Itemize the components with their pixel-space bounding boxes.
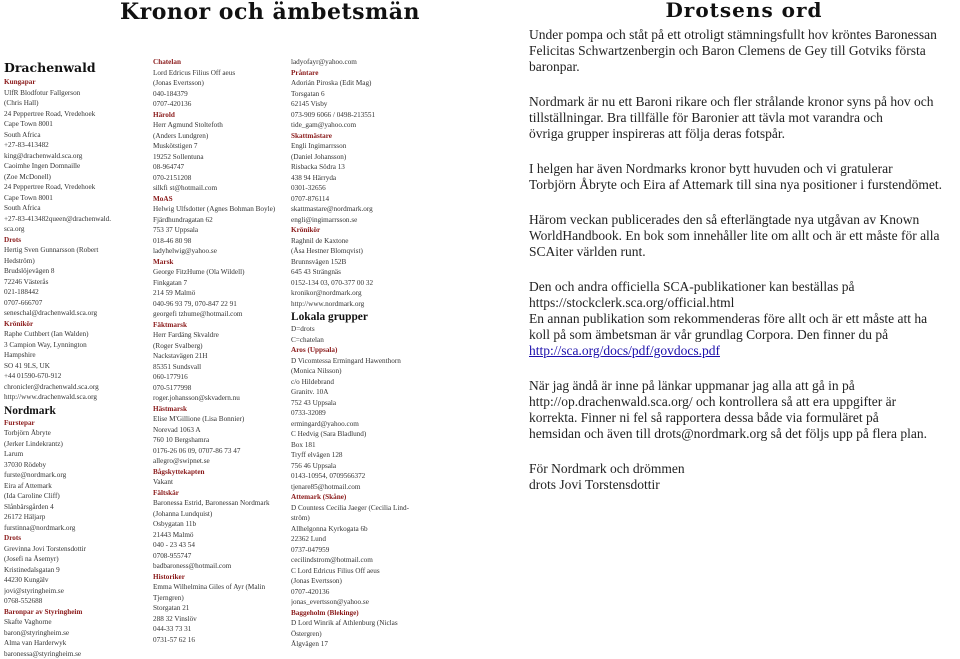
section-label: Fäktmarsk [153,320,291,331]
info-line: (Jonas Evertsson) [153,78,291,89]
info-line: South Africa [4,130,146,141]
info-line: Finkgatan 7 [153,278,291,289]
section-label: Krönikör [4,319,146,330]
info-line: 0708-955747 [153,551,291,562]
info-line: 0707-666707 [4,298,146,309]
section-label: Pråntare [291,68,519,79]
info-line: 26172 Häljarp [4,512,146,523]
info-line: 0143-10954, 0709566372 [291,471,519,482]
info-line: C Lord Edricus Filius Off aeus [291,566,519,577]
officers-column-a [153,57,291,645]
section-label: Baggeholm (Blekinge) [291,608,519,619]
info-line: 645 43 Strängnäs [291,267,519,278]
section-label: Historiker [153,572,291,583]
info-line: (Anders Lundgren) [153,131,291,142]
info-line: 24 Peppertree Road, Vredehoek [4,109,146,120]
paragraph [529,378,959,442]
info-line: 070-5177998 [153,383,291,394]
info-line: 060-177916 [153,372,291,383]
info-line: Brunnsvägen 152B [291,257,519,268]
info-line: badbaroness@hotmail.com [153,561,291,572]
info-line: Vakant [153,477,291,488]
paragraph-line: WorldHandbook. En bok som innehåller lite om allt och är ett måste för alla [529,228,959,244]
info-line: +27-83-413482 [4,140,146,151]
section-label: Härold [153,110,291,121]
info-line: Slånbärsgården 4 [4,502,146,513]
info-line: 85351 Sundsvall [153,362,291,373]
section-label: Drots [4,533,146,544]
info-line: Raghnil de Kaxtone [291,236,519,247]
paragraph-line: Den och andra officiella SCA-publikationer kan beställas på [529,279,959,295]
info-line: 040-96 93 79, 070-847 22 91 [153,299,291,310]
paragraph [529,161,959,193]
paragraph [529,461,959,493]
info-line: Fjärdhundragatan 62 [153,215,291,226]
info-line: seneschal@drachenwald.sca.org [4,308,146,319]
info-line: 752 43 Uppsala [291,398,519,409]
info-line: Hedström) [4,256,146,267]
info-line: Hertig Sven Gunnarsson (Robert [4,245,146,256]
drachenwald-heading: Drachenwald [4,60,146,75]
officers-list-a [153,57,291,645]
paragraph-line: Nordmark är nu ett Baroni rikare och fler strålande kronor syns på hov och [529,94,959,110]
info-line: Allhelgonna Kyrkogata 6b [291,524,519,535]
info-line: 08-964747 [153,162,291,173]
info-line: Baronessa Estrid, Baronessan Nordmark [153,498,291,509]
drots-ord-column [528,0,960,652]
paragraph [529,212,959,260]
paragraph-line: baronpar. [529,59,959,75]
info-line: 0301-32656 [291,183,519,194]
info-line: ladyofayr@yahoo.com [291,57,519,68]
section-label: Drots [4,235,146,246]
info-line: Hampshire [4,350,146,361]
info-line: ström) [291,513,519,524]
info-line: Cape Town 8001 [4,119,146,130]
info-line: 018-46 80 98 [153,236,291,247]
info-line: sca.org [4,224,146,235]
info-line: 0733-32089 [291,408,519,419]
info-line: 214 59 Malmö [153,288,291,299]
section-label: Attemark (Skåne) [291,492,519,503]
info-line: Adorián Piroska (Edit Mag) [291,78,519,89]
info-line: furstinna@nordmark.org [4,523,146,534]
info-line: 044-33 73 31 [153,624,291,635]
info-line: Östergren) [291,629,519,640]
section-label: Furstepar [4,418,146,429]
officers-list-b [291,57,519,650]
info-line: (Jonas Evertsson) [291,576,519,587]
info-line: Larum [4,449,146,460]
paragraph-line: drots Jovi Torstensdottir [529,477,959,493]
paragraph-line: hemsidan och även till drots@nordmark.org så det följs upp på flera plan. [529,426,959,442]
info-line: tide_gam@yahoo.com [291,120,519,131]
info-line: Osbygatan 11b [153,519,291,530]
info-line: D Lord Winrik af Athlenburg (Niclas [291,618,519,629]
section-label: Nordmark [4,404,146,418]
info-line: roger.johansson@skvadern.nu [153,393,291,404]
paragraph-line: En annan publikation som rekommenderas före allt och är ett måste att ha [529,311,959,327]
info-line: Brudslöjevägen 8 [4,266,146,277]
info-line: Cape Town 8001 [4,193,146,204]
info-line: South Africa [4,203,146,214]
info-line: Grevinna Jovi Torstensdottir [4,544,146,555]
paragraph-line: övriga grupper inspireras att följa deras fotspår. [529,126,959,142]
drots-ord-text [529,27,959,512]
info-line: engli@ingimarrsson.se [291,215,519,226]
info-line: 760 10 Bergshamra [153,435,291,446]
info-line: 62145 Visby [291,99,519,110]
info-line: kronikor@nordmark.org [291,288,519,299]
info-line: +27-83-413482queen@drachenwald. [4,214,146,225]
paragraph-line: korrekta. Finner ni fel så rapportera dessa både via formuläret på [529,410,959,426]
info-line: Lord Edricus Filius Off aeus [153,68,291,79]
paragraph-line: I helgen har även Nordmarks kronor bytt huvuden och vi gratulerar [529,161,959,177]
info-line: c/o Hildebrand [291,377,519,388]
info-line: 0707-420136 [291,587,519,598]
paragraph-line: När jag ändå är inne på länkar uppmanar jag alla att gå in på [529,378,959,394]
info-line: (Ida Caroline Cliff) [4,491,146,502]
info-line: 37030 Rödeby [4,460,146,471]
info-line: C=chatelan [291,335,519,346]
info-line: 0731-57 62 16 [153,635,291,646]
info-line: +44 01590-670-912 [4,371,146,382]
info-line: 0707-876114 [291,194,519,205]
info-line: 0176-26 06 09, 0707-86 73 47 [153,446,291,457]
info-line: D Countess Cecilia Jaeger (Cecilia Lind- [291,503,519,514]
info-line: 19252 Sollentuna [153,152,291,163]
section-label: Fältskär [153,488,291,499]
info-line: (Zoe McDonell) [4,172,146,183]
info-line: 438 94 Härryda [291,173,519,184]
info-line: 070-2151208 [153,173,291,184]
info-line: Engli Ingimarrsson [291,141,519,152]
paragraph-line: koll på som ämbetsman är vår grundlag Corpora. Den finner du på [529,327,959,343]
info-line: Storgatan 21 [153,603,291,614]
info-line: (Åsa Hestner Blomqvist) [291,246,519,257]
info-line: 021-188442 [4,287,146,298]
drachenwald-column [4,60,146,659]
info-line: George FitzHume (Ola Wildell) [153,267,291,278]
info-line: (Johanna Lundquist) [153,509,291,520]
section-label: MoAS [153,194,291,205]
info-line: georgefi tzhume@hotmail.com [153,309,291,320]
info-line: SO 41 9LS, UK [4,361,146,372]
section-label: Baronpar av Styringheim [4,607,146,618]
info-line: (Roger Svalberg) [153,341,291,352]
info-line: Box 181 [291,440,519,451]
info-line: Muskötstigen 7 [153,141,291,152]
paragraph-line: SCAiter världen runt. [529,244,959,260]
drots-ord-title: Drotsens ord [528,0,960,22]
info-line: Ålgvägen 17 [291,639,519,650]
section-label: Kungapar [4,77,146,88]
section-label: Lokala grupper [291,310,519,324]
info-line: Eira af Attemark [4,481,146,492]
info-line: 22362 Lund [291,534,519,545]
govdocs-link[interactable]: http://sca.org/docs/pdf/govdocs.pdf [529,343,959,359]
info-line: Torbjörn Åbryte [4,428,146,439]
drachenwald-list [4,77,146,659]
info-line: cecilindstrom@hotmail.com [291,555,519,566]
info-line: 0152-134 03, 070-377 00 32 [291,278,519,289]
info-line: skattmastare@nordmark.org [291,204,519,215]
paragraph-line: http://op.drachenwald.sca.org/ och kontrollera så att era uppgifter är [529,394,959,410]
info-line: 0707-420136 [153,99,291,110]
info-line: 756 46 Uppsala [291,461,519,472]
section-label: Bågskyttekapten [153,467,291,478]
info-line: Tryff elvägen 128 [291,450,519,461]
info-line: Herr Fardäng Skvaldre [153,330,291,341]
info-line: 040 - 23 43 54 [153,540,291,551]
paragraph [529,27,959,75]
info-line: 3 Campion Way, Lynnington [4,340,146,351]
info-line: Elise M'Gillione (Lisa Bonnier) [153,414,291,425]
info-line: C Hedvig (Sara Bladlund) [291,429,519,440]
info-line: Nackstavägen 21H [153,351,291,362]
info-line: ladyhelwig@yahoo.se [153,246,291,257]
paragraph-line: tillställningar. Bra tillfälle för Baronier att tävla mot varandra och [529,110,959,126]
info-line: Emma Wilhelmina Giles of Ayr (Malin [153,582,291,593]
info-line: (Jerker Lindekrantz) [4,439,146,450]
info-line: (Chris Hall) [4,98,146,109]
info-line: jonas_evertsson@yahoo.se [291,597,519,608]
section-label: Chatelan [153,57,291,68]
info-line: 44230 Kungälv [4,575,146,586]
info-line: Herr Agmund Stoltefoth [153,120,291,131]
info-line: http://www.nordmark.org [291,299,519,310]
officers-column-b [291,57,519,650]
info-line: 753 37 Uppsala [153,225,291,236]
paragraph-line: Härom veckan publicerades den så efterlängtade nya utgåvan av Known [529,212,959,228]
info-line: (Josefi na Åsemyr) [4,554,146,565]
info-line: UlfR Blodfotur Fallgerson [4,88,146,99]
info-line: 073-909 6066 / 0498-213551 [291,110,519,121]
info-line: Risbacka Södra 13 [291,162,519,173]
paragraph-line: För Nordmark och drömmen [529,461,959,477]
paragraph-line: https://stockclerk.sca.org/official.html [529,295,959,311]
paragraph-line: Felicitas Schwartzenbergin och Baron Clemens de Gey till Gotviks första [529,43,959,59]
info-line: 21443 Malmö [153,530,291,541]
section-label: Krönikör [291,225,519,236]
info-line: Caoimhe Ingen Domnaille [4,161,146,172]
info-line: jovi@styringheim.se [4,586,146,597]
info-line: D Vicomtessa Ermingard Hawenthorn [291,356,519,367]
section-label: Hästmarsk [153,404,291,415]
info-line: ermingard@yahoo.com [291,419,519,430]
info-line: chronicler@drachenwald.sca.org [4,382,146,393]
info-line: king@drachenwald.sca.org [4,151,146,162]
info-line: 72246 Västerås [4,277,146,288]
info-line: baron@styringheim.se [4,628,146,639]
section-label: Marsk [153,257,291,268]
info-line: Granitv. 10A [291,387,519,398]
info-line: D=drots [291,324,519,335]
info-line: 040-184379 [153,89,291,100]
info-line: Tjerngren) [153,593,291,604]
info-line: 0768-552688 [4,596,146,607]
info-line: silkfi st@hotmail.com [153,183,291,194]
section-label: Skattmästare [291,131,519,142]
info-line: Kristinedalsgatan 9 [4,565,146,576]
info-line: http://www.drachenwald.sca.org [4,392,146,403]
info-line: Helwig Ulfsdotter (Agnes Bohman Boyle) [153,204,291,215]
info-line: (Daniel Johansson) [291,152,519,163]
info-line: Raphe Cuthbert (Ian Walden) [4,329,146,340]
info-line: Norevad 1063 A [153,425,291,436]
section-label: Aros (Uppsala) [291,345,519,356]
info-line: Torsgatan 6 [291,89,519,100]
info-line: Alma van Harderwyk [4,638,146,649]
page-title: Kronor och ämbetsmän [120,0,340,25]
info-line: 24 Peppertree Road, Vredehoek [4,182,146,193]
paragraph-line: Under pompa och ståt på ett otroligt stämningsfullt hov kröntes Baronessan [529,27,959,43]
info-line: Skafte Vaghorne [4,617,146,628]
paragraph-line: Torbjörn Åbryte och Eira af Attemark till sina nya positioner i furstendömet. [529,177,959,193]
info-line: tjenare85@hotmail.com [291,482,519,493]
info-line: furste@nordmark.org [4,470,146,481]
info-line: baronessa@styringheim.se [4,649,146,659]
info-line: (Monica Nilsson) [291,366,519,377]
info-line: 288 32 Vinslöv [153,614,291,625]
info-line: 0737-047959 [291,545,519,556]
paragraph [529,279,959,359]
info-line: allegro@swipnet.se [153,456,291,467]
paragraph [529,94,959,142]
